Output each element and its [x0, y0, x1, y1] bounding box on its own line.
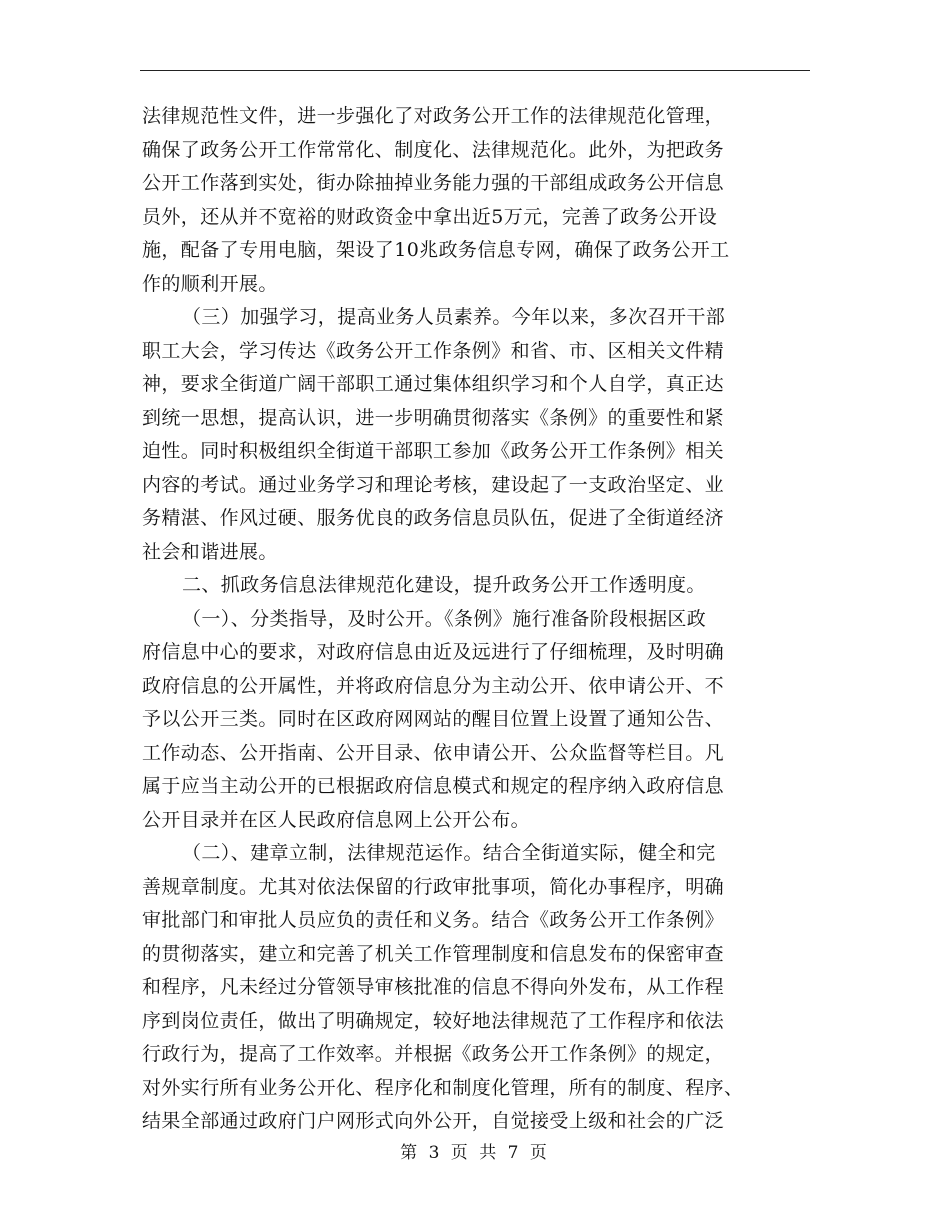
- header-rule: [140, 70, 810, 71]
- text-line: 迫性。同时积极组织全街道干部职工参加《政务公开工作条例》相关: [142, 440, 725, 462]
- text-line: 施，配备了专用电脑，架设了10兆政务信息专网，确保了政务公开工: [142, 239, 730, 261]
- text-line: 对外实行所有业务公开化、程序化和制度化管理，所有的制度、程序、: [142, 1076, 744, 1099]
- text-line: 神，要求全街道广阔干部职工通过集体组织学习和个人自学，真正达: [142, 373, 725, 395]
- text-line: 二、抓政务信息法律规范化建设，提升政务公开工作透明度。: [182, 574, 706, 596]
- page-footer: 第 3 页 共 7 页: [400, 1143, 550, 1163]
- text-line: 审批部门和审批人员应负的责任和义务。结合《政务公开工作条例》: [142, 909, 725, 931]
- text-line: 序到岗位责任，做出了明确规定，较好地法律规范了工作程序和依法: [142, 1009, 725, 1032]
- text-line: （一）、分类指导，及时公开。《条例》施行准备阶段根据区政: [182, 607, 707, 630]
- text-line: 员外，还从并不宽裕的财政资金中拿出近5万元，完善了政务公开设: [142, 205, 718, 228]
- text-line: 和程序，凡未经过分管领导审核批准的信息不得向外发布，从工作程: [142, 976, 725, 998]
- text-line: 法律规范性文件，进一步强化了对政务公开工作的法律规范化管理，: [142, 105, 725, 127]
- text-line: 社会和谐进展。: [142, 540, 278, 563]
- text-line: 政府信息的公开属性，并将政府信息分为主动公开、依申请公开、不: [142, 674, 725, 697]
- document-body: [142, 100, 810, 1139]
- text-line: 予以公开三类。同时在区政府网网站的醒目位置上设置了通知公告、: [142, 708, 725, 730]
- text-line: 内容的考试。通过业务学习和理论考核，建设起了一支政治坚定、业: [142, 473, 725, 496]
- text-line: （三）加强学习，提高业务人员素养。今年以来，多次召开干部: [182, 306, 726, 328]
- text-line: 行政行为，提高了工作效率。并根据《政务公开工作条例》的规定，: [142, 1043, 725, 1065]
- text-line: 到统一思想，提高认识，进一步明确贯彻落实《条例》的重要性和紧: [142, 406, 725, 429]
- text-line: 工作动态、公开指南、公开目录、依申请公开、公众监督等栏目。凡: [142, 741, 725, 764]
- text-line: 结果全部通过政府门户网形式向外公开，自觉接受上级和社会的广泛: [142, 1110, 725, 1132]
- text-line: 确保了政务公开工作常常化、制度化、法律规范化。此外，为把政务: [142, 138, 725, 161]
- text-line: （二）、建章立制，法律规范运作。结合全街道实际，健全和完: [182, 842, 716, 864]
- text-line: 务精湛、作风过硬、服务优良的政务信息员队伍，促进了全街道经济: [142, 507, 725, 529]
- text-line: 的贯彻落实，建立和完善了机关工作管理制度和信息发布的保密审查: [142, 942, 725, 965]
- text-line: 公开工作落到实处，街办除抽掉业务能力强的干部组成政务公开信息: [142, 172, 725, 194]
- text-line: 职工大会，学习传达《政务公开工作条例》和省、市、区相关文件精: [142, 339, 725, 362]
- text-line: 公开目录并在区人民政府信息网上公开公布。: [142, 808, 531, 831]
- text-line: 府信息中心的要求，对政府信息由近及远进行了仔细梳理，及时明确: [142, 641, 725, 663]
- text-line: 属于应当主动公开的已根据政府信息模式和规定的程序纳入政府信息: [142, 775, 725, 797]
- text-line: 善规章制度。尤其对依法保留的行政审批事项，简化办事程序，明确: [142, 875, 725, 898]
- text-line: 作的顺利开展。: [142, 272, 278, 295]
